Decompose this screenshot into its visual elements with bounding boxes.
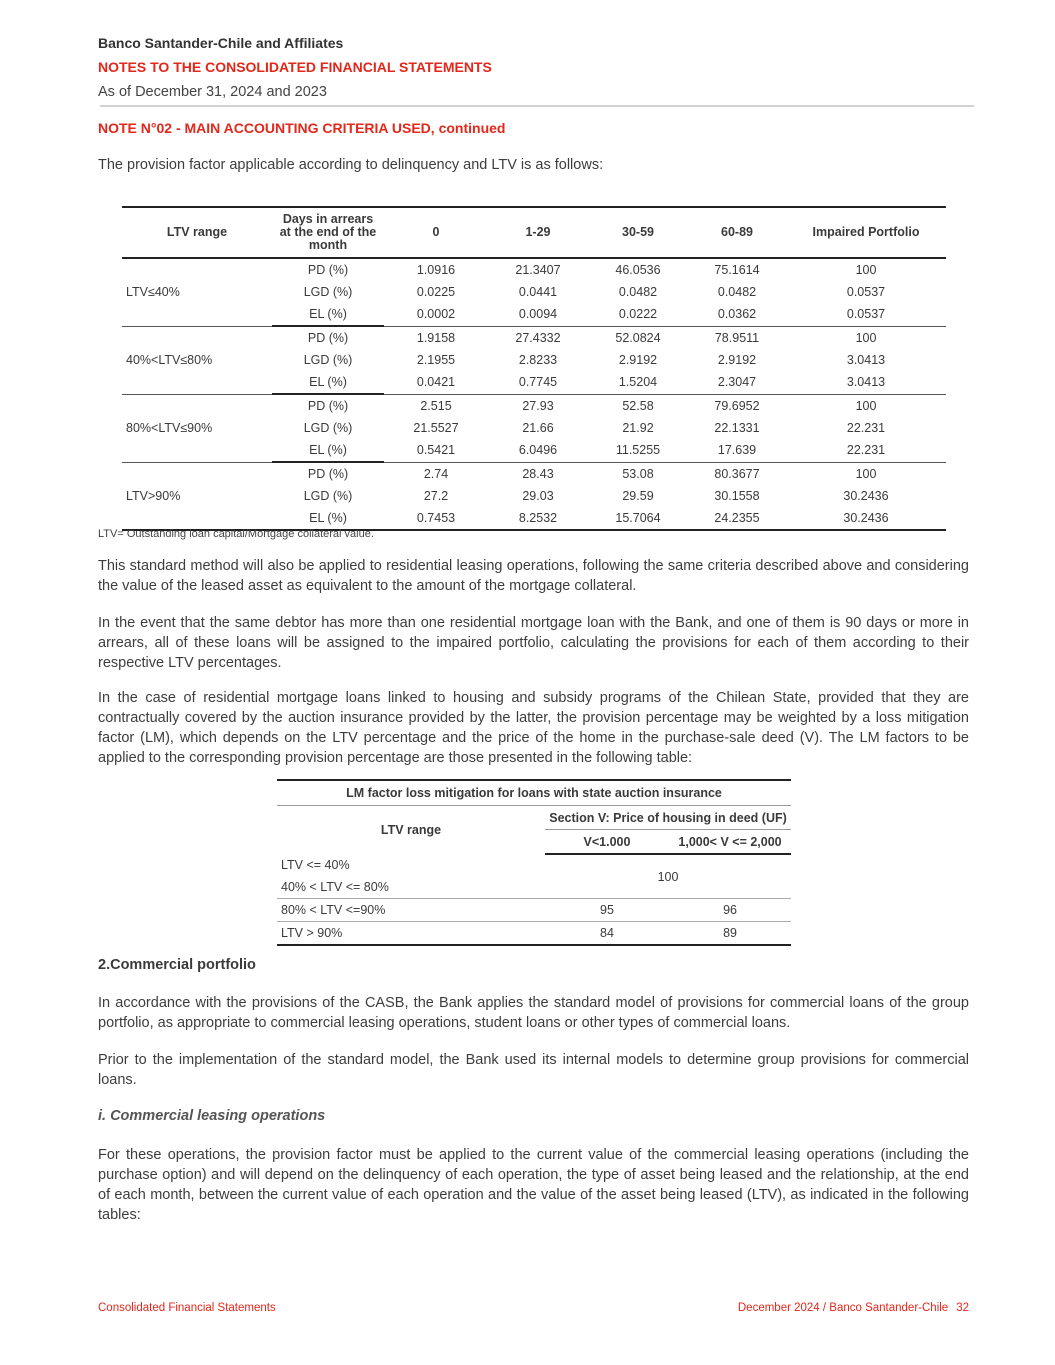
col-header-impaired: Impaired Portfolio — [786, 207, 946, 258]
paragraph-multiple-loans: In the event that the same debtor has more than one residential mortgage loan with the Bank, and one of them is 90 days or more in arrears, all of these loans will be assigned to the impaired portfolio, calculating the provisions for each of them according to their respective LTV percentages. — [98, 615, 969, 671]
metric-cell: PD (%) — [272, 326, 384, 349]
value-cell: 22.231 — [846, 421, 886, 435]
value-cell: 89 — [669, 922, 791, 946]
page-number: 32 — [956, 1302, 969, 1314]
value-cell: 3.0413 — [846, 375, 886, 390]
value-cell: 95 — [545, 899, 669, 922]
value-cell: 0.0482 — [717, 285, 757, 299]
value-cell: 1.9158 — [384, 326, 488, 349]
company-name: Banco Santander-Chile and Affiliates — [98, 35, 344, 51]
ltv-range-cell: LTV>90% — [122, 462, 272, 530]
table-row — [277, 854, 791, 876]
value-cell: 21.92 — [622, 421, 654, 435]
col-header-1-29: 1-29 — [488, 207, 588, 258]
metric-cell: EL (%) — [272, 507, 384, 530]
merged-value-cell: 100 — [657, 869, 679, 884]
footer-right — [738, 1302, 969, 1314]
col-header-60-89: 60-89 — [688, 207, 786, 258]
value-cell: 53.08 — [588, 462, 688, 485]
value-cell: 100 — [786, 462, 946, 485]
value-cell: 30.1558 — [714, 489, 760, 503]
value-cell: 29.03 — [522, 489, 554, 503]
value-cell: 2.8233 — [518, 353, 558, 367]
value-cell: 2.3047 — [717, 375, 757, 390]
value-cell: 30.2436 — [786, 507, 946, 530]
value-cell: 0.0362 — [717, 307, 757, 322]
provision-factor-table — [122, 206, 946, 531]
value-cell: 0.0537 — [846, 285, 886, 299]
table-header-row — [277, 806, 791, 830]
value-cell: 100 — [786, 394, 946, 417]
col-header-v-1000-2000: 1,000< V <= 2,000 — [669, 830, 791, 855]
value-cell: 100 — [855, 263, 877, 277]
value-cell: 80.3677 — [688, 462, 786, 485]
metric-cell: LGD (%) — [303, 421, 353, 435]
value-cell: 2.9192 — [618, 353, 658, 367]
paragraph-residential-leasing: This standard method will also be applied to residential leasing operations, following the same criteria described above and considering the value of the leased asset as equivalent to the amount of the mortgage collateral. — [98, 558, 969, 594]
table-footnote: LTV= Outstanding loan capital/Mortgage collateral value. — [98, 528, 374, 540]
value-cell: 0.0094 — [518, 307, 558, 322]
value-cell: 52.58 — [588, 394, 688, 417]
table-row — [122, 394, 946, 417]
section-title-commercial: 2.Commercial portfolio — [98, 957, 256, 973]
value-cell: 2.9192 — [717, 353, 757, 367]
col-header-ltv-range: LTV range — [122, 207, 272, 258]
value-cell: 21.5527 — [413, 421, 459, 435]
ltv-range-cell: 40% < LTV <= 80% — [281, 880, 389, 894]
metric-cell: LGD (%) — [303, 285, 353, 299]
value-cell: 22.1331 — [714, 421, 760, 435]
notes-title: NOTES TO THE CONSOLIDATED FINANCIAL STATEMENTS — [98, 59, 492, 75]
ltv-range-cell: LTV > 90% — [277, 922, 545, 946]
paragraph-state-programs: In the case of residential mortgage loans linked to housing and subsidy programs of the Chilean State, provided that they are contractually covered by the auction insurance provided by the latter, the provision percentage may be weighted by a loss mitigation factor (LM), which depends on the LTV percentage and the price of the home in the purchase-sale deed (V). The LM factors to be applied to the corresponding provision percentage are those presented in the following table: — [98, 690, 969, 766]
value-cell: 21.66 — [522, 421, 554, 435]
value-cell: 75.1614 — [714, 263, 760, 277]
value-cell: 0.7745 — [518, 375, 558, 390]
value-cell: 30.2436 — [843, 489, 889, 503]
value-cell: 0.0222 — [618, 307, 658, 322]
value-cell: 28.43 — [488, 462, 588, 485]
value-cell: 100 — [786, 326, 946, 349]
col-header-0: 0 — [384, 207, 488, 258]
value-cell: 27.4332 — [488, 326, 588, 349]
col-header-days-arrears: Days in arrears at the end of the month — [272, 207, 384, 258]
metric-cell: LGD (%) — [303, 353, 353, 367]
value-cell: 2.1955 — [416, 353, 456, 367]
intro-text: The provision factor applicable according to delinquency and LTV is as follows: — [98, 157, 604, 173]
col-header-ltv-range: LTV range — [380, 823, 442, 837]
ltv-range-cell: LTV <= 40% — [281, 858, 350, 872]
col-header-section-v: Section V: Price of housing in deed (UF) — [545, 806, 791, 830]
value-cell: 0.0421 — [416, 375, 456, 390]
table-row — [122, 258, 946, 281]
value-cell: 0.7453 — [384, 507, 488, 530]
footer-title: December 2024 / Banco Santander-Chile — [737, 1302, 949, 1314]
paragraph-casb: In accordance with the provisions of the CASB, the Bank applies the standard model of provisions for commercial loans of the group portfolio, as appropriate to commercial leasing operations, student loans or other types of commercial loans. — [98, 995, 969, 1031]
value-cell: 96 — [669, 899, 791, 922]
value-cell: 17.639 — [717, 443, 757, 458]
metric-cell: PD (%) — [272, 462, 384, 485]
value-cell: 3.0413 — [846, 353, 886, 367]
table-row — [122, 462, 946, 485]
footer-left: Consolidated Financial Statements — [98, 1302, 276, 1314]
value-cell: 0.0225 — [416, 285, 456, 299]
table-header-row — [122, 207, 946, 258]
ltv-range-cell: 80% < LTV <=90% — [277, 899, 545, 922]
ltv-range-cell: 40%<LTV≤80% — [122, 326, 272, 394]
metric-cell: LGD (%) — [303, 489, 353, 503]
value-cell: 8.2532 — [488, 507, 588, 530]
metric-cell: EL (%) — [272, 371, 384, 394]
value-cell: 84 — [545, 922, 669, 946]
value-cell: 29.59 — [622, 489, 654, 503]
value-cell: 0.5421 — [416, 443, 456, 458]
value-cell: 1.0916 — [416, 263, 456, 277]
paragraph-internal-models: Prior to the implementation of the standard model, the Bank used its internal models to determine group provisions for commercial loans. — [98, 1052, 969, 1088]
note-title: NOTE N°02 - MAIN ACCOUNTING CRITERIA USED, continued — [98, 120, 506, 136]
page-header — [98, 34, 974, 102]
lm-table-caption: LM factor loss mitigation for loans with state auction insurance — [277, 780, 791, 806]
table-caption-row — [277, 780, 791, 806]
reporting-date: As of December 31, 2024 and 2023 — [98, 84, 327, 100]
metric-cell: EL (%) — [272, 439, 384, 462]
value-cell: 6.0496 — [518, 443, 558, 458]
metric-cell: PD (%) — [307, 263, 349, 277]
table-row — [122, 326, 946, 349]
metric-cell: EL (%) — [272, 303, 384, 326]
value-cell: 24.2355 — [688, 507, 786, 530]
col-header-30-59: 30-59 — [588, 207, 688, 258]
value-cell: 27.2 — [423, 489, 449, 503]
value-cell: 0.0537 — [846, 307, 886, 322]
value-cell: 22.231 — [846, 443, 886, 458]
value-cell: 79.6952 — [688, 394, 786, 417]
header-divider — [100, 105, 974, 107]
col-header-v-under-1000: V<1.000 — [545, 830, 669, 855]
subsection-title-leasing: i. Commercial leasing operations — [98, 1108, 326, 1124]
value-cell: 27.93 — [488, 394, 588, 417]
value-cell: 0.0441 — [518, 285, 558, 299]
value-cell: 1.5204 — [618, 375, 658, 390]
value-cell: 2.515 — [384, 394, 488, 417]
value-cell: 21.3407 — [515, 263, 561, 277]
value-cell: 0.0002 — [416, 307, 456, 322]
value-cell: 15.7064 — [588, 507, 688, 530]
table-row — [277, 899, 791, 922]
lm-factor-table — [277, 779, 791, 946]
value-cell: 78.9511 — [688, 326, 786, 349]
metric-cell: PD (%) — [272, 394, 384, 417]
paragraph-leasing-factor: For these operations, the provision factor must be applied to the current value of the commercial leasing operations (including the purchase option) and will depend on the delinquency of each operation, the type of asset being leased and the relationship, at the end of each month, between the current value of each operation and the value of the asset being leased (LTV), as indicated in the following tables: — [98, 1147, 969, 1223]
value-cell: 2.74 — [384, 462, 488, 485]
value-cell: 46.0536 — [615, 263, 661, 277]
ltv-range-cell: 80%<LTV≤90% — [122, 394, 272, 462]
table-row — [277, 922, 791, 946]
value-cell: 11.5255 — [615, 443, 661, 458]
ltv-range-cell: LTV≤40% — [126, 285, 180, 300]
value-cell: 0.0482 — [618, 285, 658, 299]
value-cell: 52.0824 — [588, 326, 688, 349]
